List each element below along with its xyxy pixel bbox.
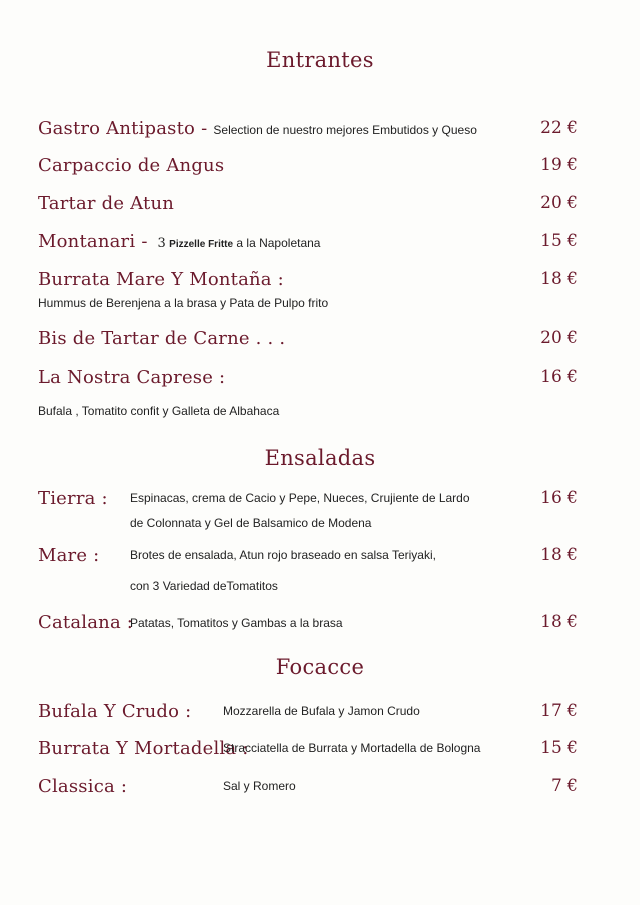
item-description-line1: Brotes de ensalada, Atun rojo braseado en salsa Teriyaki, <box>130 548 436 562</box>
item-name: Bis de Tartar de Carne . . . <box>38 328 286 349</box>
item-price: 16 € <box>540 488 578 508</box>
item-description-line1: Espinacas, crema de Cacio y Pepe, Nueces, Crujiente de Lardo <box>130 491 470 505</box>
item-name: Tierra : <box>38 488 108 509</box>
section-title-entrantes: Entrantes <box>266 48 374 72</box>
item-name: Montanari <box>38 231 136 252</box>
item-name: Carpaccio de Angus <box>38 155 225 176</box>
item-name: Bufala Y Crudo : <box>38 701 192 722</box>
item-name: Mare : <box>38 545 100 566</box>
item-description: Bufala , Tomatito confit y Galleta de Albahaca <box>38 404 280 418</box>
item-description: Sal y Romero <box>223 779 296 793</box>
menu-item-montanari <box>38 231 320 252</box>
item-description: Stracciatella de Burrata y Mortadella de Bologna <box>223 741 481 755</box>
item-price: 16 € <box>540 367 578 387</box>
item-name: Tartar de Atun <box>38 193 175 214</box>
item-desc-highlight: Pizzelle Fritte <box>169 239 234 250</box>
item-description: Mozzarella de Bufala y Jamon Crudo <box>223 704 420 718</box>
item-price: 18 € <box>540 269 578 289</box>
item-name: Burrata Mare Y Montaña : <box>38 269 284 290</box>
item-price: 20 € <box>540 193 578 213</box>
item-separator: - <box>201 118 208 139</box>
item-description-line2: de Colonnata y Gel de Balsamico de Modena <box>130 516 372 530</box>
item-price: 17 € <box>540 701 578 721</box>
item-name: Burrata Y Mortadella : <box>38 738 249 759</box>
item-price: 15 € <box>540 738 578 758</box>
item-price: 7 € <box>550 776 578 796</box>
section-title-focacce: Focacce <box>275 655 365 679</box>
item-desc-number: 3 <box>157 236 166 251</box>
item-name: La Nostra Caprese : <box>38 367 226 388</box>
item-price: 19 € <box>540 155 578 175</box>
item-price: 22 € <box>540 118 578 138</box>
item-description-line2: con 3 Variedad deTomatitos <box>130 579 278 593</box>
item-description <box>158 236 321 250</box>
item-price: 20 € <box>540 328 578 348</box>
item-name: Gastro Antipasto <box>38 118 196 139</box>
item-separator: - <box>141 231 148 252</box>
item-price: 18 € <box>540 612 578 632</box>
menu-item-gastro-antipasto <box>38 118 477 139</box>
item-desc-rest: a la Napoletana <box>236 236 321 250</box>
item-description: Patatas, Tomatitos y Gambas a la brasa <box>130 616 343 630</box>
section-title-ensaladas: Ensaladas <box>264 446 376 470</box>
item-description: Hummus de Berenjena a la brasa y Pata de Pulpo frito <box>38 296 329 310</box>
item-price: 15 € <box>540 231 578 251</box>
item-description: Selection de nuestro mejores Embutidos y Queso <box>213 123 477 137</box>
item-name: Catalana : <box>38 612 134 633</box>
item-price: 18 € <box>540 545 578 565</box>
item-name: Classica : <box>38 776 128 797</box>
